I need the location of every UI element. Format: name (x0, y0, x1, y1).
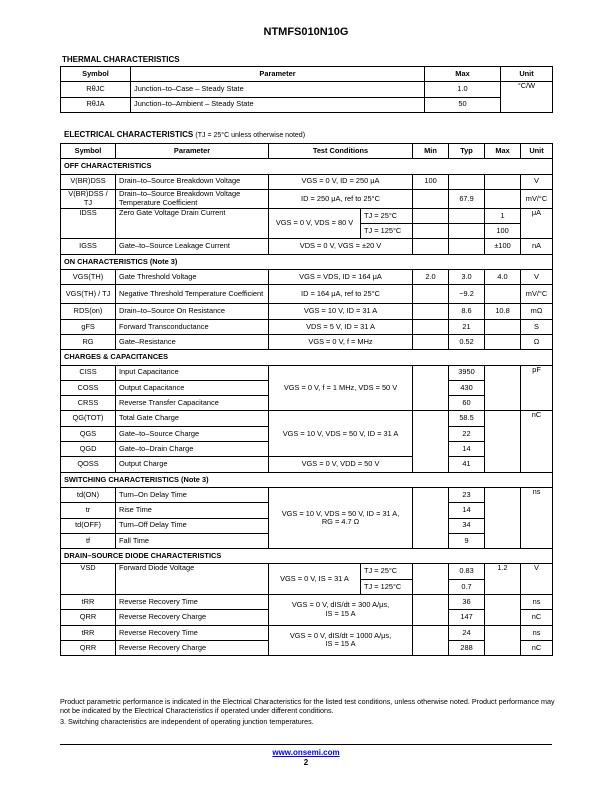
table-cell: 100 (413, 174, 449, 189)
table-cell: Total Gate Charge (116, 411, 269, 426)
table-cell: QRR (61, 610, 116, 625)
table-cell: 8.6 (449, 304, 485, 319)
table-cell: V(BR)DSS (61, 174, 116, 189)
table-cell: VGS = 0 V, IS = 31 A (269, 564, 361, 595)
table-cell: td(OFF) (61, 518, 116, 533)
table-cell (413, 365, 449, 411)
table-cell: Junction–to–Ambient – Steady State (131, 97, 425, 112)
table-cell (413, 319, 449, 334)
footnote-3: 3. Switching characteristics are independent of operating junction temperatures. (60, 717, 314, 726)
table-cell (269, 625, 413, 656)
table-cell: tRR (61, 595, 116, 610)
table-cell: RθJC (61, 82, 131, 97)
table-cell: VGS = 0 V, f = 1 MHz, VDS = 50 V (269, 365, 413, 411)
table-cell: ±100 (485, 239, 521, 254)
table-cell (449, 239, 485, 254)
table-cell: QOSS (61, 457, 116, 472)
table-cell: Junction–to–Case – Steady State (131, 82, 425, 97)
table-cell: V(BR)DSS / TJ (61, 189, 116, 208)
table-cell: Zero Gate Voltage Drain Current (116, 208, 269, 239)
table-cell: VGS = VDS, ID = 164 μA (269, 270, 413, 285)
section-heading: CHARGES & CAPACITANCES (61, 350, 553, 365)
table-cell: VGS = 0 V, f = MHz (269, 334, 413, 349)
col-typ: Typ (449, 144, 485, 159)
table-cell: VGS = 0 V, VDD = 50 V (269, 457, 413, 472)
table-cell: 34 (449, 518, 485, 533)
table-cell: Drain–to–Source Breakdown Voltage Temperature Coefficient (116, 189, 269, 208)
table-cell: 430 (449, 380, 485, 395)
table-cell: nC (521, 610, 553, 625)
table-cell: 14 (449, 442, 485, 457)
table-cell: ID = 250 μA, ref to 25°C (269, 189, 413, 208)
table-cell: Fall Time (116, 533, 269, 548)
table-cell: VGS = 0 V, VDS = 80 V (269, 208, 361, 239)
table-cell (485, 319, 521, 334)
table-cell: Gate–to–Source Leakage Current (116, 239, 269, 254)
table-cell: TJ = 125°C (361, 579, 413, 594)
table-cell: ns (521, 625, 553, 640)
table-cell (485, 595, 521, 626)
table-cell (413, 625, 449, 656)
table-cell: Gate–Resistance (116, 334, 269, 349)
table-cell: VGS(TH) / TJ (61, 285, 116, 304)
table-cell: ns (521, 487, 553, 548)
table-cell: Negative Threshold Temperature Coefficient (116, 285, 269, 304)
thermal-heading: THERMAL CHARACTERISTICS (62, 55, 180, 64)
table-cell: Reverse Recovery Charge (116, 640, 269, 655)
table-cell: nC (521, 640, 553, 655)
table-cell: Turn–Off Delay Time (116, 518, 269, 533)
page-number: 2 (303, 758, 309, 767)
table-cell: 10.8 (485, 304, 521, 319)
table-cell: Forward Transconductance (116, 319, 269, 334)
table-cell: V (521, 174, 553, 189)
table-cell: °C/W (501, 82, 553, 113)
switching-cond-line2: RG = 4.7 Ω (321, 517, 360, 527)
table-cell: td(ON) (61, 487, 116, 502)
diode-cond-b-line1: VGS = 0 V, dIS/dt = 1000 A/μs, (289, 630, 392, 640)
table-cell: 36 (449, 595, 485, 610)
electrical-table (60, 143, 553, 656)
table-cell: mV/°C (521, 189, 553, 208)
table-cell: QGD (61, 442, 116, 457)
col-max: Max (485, 144, 521, 159)
table-cell: VGS = 10 V, ID = 31 A (269, 304, 413, 319)
table-cell (485, 365, 521, 411)
table-cell: 22 (449, 426, 485, 441)
table-cell: 50 (425, 97, 501, 112)
section-heading: ON CHARACTERISTICS (Note 3) (61, 254, 553, 269)
table-cell: S (521, 319, 553, 334)
footnote-text: Product parametric performance is indicated in the Electrical Characteristics for the listed test conditions, unless otherwise noted. Product performance may not be indicated by the Electrical Characteristics if operated under different conditions. (60, 697, 555, 715)
table-cell: μA (521, 208, 553, 239)
table-cell: QG(TOT) (61, 411, 116, 426)
table-cell: VDS = 5 V, ID = 31 A (269, 319, 413, 334)
table-cell: 9 (449, 533, 485, 548)
table-cell: 0.52 (449, 334, 485, 349)
table-cell: Output Charge (116, 457, 269, 472)
table-cell: Rise Time (116, 503, 269, 518)
table-cell: V (521, 564, 553, 595)
table-cell: QRR (61, 640, 116, 655)
electrical-heading: ELECTRICAL CHARACTERISTICS (TJ = 25°C unless otherwise noted) (64, 130, 306, 139)
table-cell (485, 174, 521, 189)
table-cell: TJ = 125°C (361, 224, 413, 239)
page-title: NTMFS010N10G (263, 26, 349, 38)
table-cell: QGS (61, 426, 116, 441)
table-cell: nA (521, 239, 553, 254)
table-cell (269, 487, 413, 548)
table-cell: VGS = 10 V, VDS = 50 V, ID = 31 A (269, 411, 413, 457)
table-cell (413, 334, 449, 349)
table-cell: TJ = 25°C (361, 208, 413, 223)
col-test-conditions: Test Conditions (269, 144, 413, 159)
table-cell: 60 (449, 396, 485, 411)
table-cell: 100 (485, 224, 521, 239)
diode-cond-a-line2: IS = 15 A (325, 608, 356, 618)
table-cell: nC (521, 411, 553, 472)
col-symbol: Symbol (61, 144, 116, 159)
footer-link[interactable]: www.onsemi.com (272, 748, 340, 757)
table-cell: Gate Threshold Voltage (116, 270, 269, 285)
table-cell (413, 564, 449, 595)
table-cell: 1 (485, 208, 521, 223)
table-cell: Input Capacitance (116, 365, 269, 380)
table-cell (485, 285, 521, 304)
section-heading: DRAIN–SOURCE DIODE CHARACTERISTICS (61, 549, 553, 564)
table-cell: 0.7 (449, 579, 485, 594)
table-cell: 288 (449, 640, 485, 655)
table-cell (485, 487, 521, 548)
table-cell: 4.0 (485, 270, 521, 285)
table-cell: Ω (521, 334, 553, 349)
col-unit: Unit (521, 144, 553, 159)
table-cell: COSS (61, 380, 116, 395)
table-cell: Drain–to–Source On Resistance (116, 304, 269, 319)
table-cell: VDS = 0 V, VGS = ±20 V (269, 239, 413, 254)
diode-cond-a-line1: VGS = 0 V, dIS/dt = 300 A/μs, (291, 600, 390, 610)
table-cell: tRR (61, 625, 116, 640)
table-cell: V (521, 270, 553, 285)
col-max: Max (425, 67, 501, 82)
table-cell: Gate–to–Drain Charge (116, 442, 269, 457)
table-cell: 147 (449, 610, 485, 625)
table-cell (485, 334, 521, 349)
diode-cond-b-line2: IS = 15 A (325, 639, 356, 649)
table-cell: 3.0 (449, 270, 485, 285)
table-cell: pF (521, 365, 553, 411)
table-cell: Forward Diode Voltage (116, 564, 269, 595)
table-cell: VSD (61, 564, 116, 595)
table-cell (413, 487, 449, 548)
col-min: Min (413, 144, 449, 159)
table-cell: IGSS (61, 239, 116, 254)
table-cell: Reverse Transfer Capacitance (116, 396, 269, 411)
table-cell: 3950 (449, 365, 485, 380)
table-cell: RDS(on) (61, 304, 116, 319)
table-cell (413, 208, 449, 223)
table-cell: 41 (449, 457, 485, 472)
table-cell (449, 224, 485, 239)
col-unit: Unit (501, 67, 553, 82)
table-cell (449, 208, 485, 223)
switching-cond-line1: VGS = 10 V, VDS = 50 V, ID = 31 A, (281, 508, 400, 518)
table-cell (413, 595, 449, 626)
table-cell (413, 224, 449, 239)
table-cell: IDSS (61, 208, 116, 239)
table-cell (413, 239, 449, 254)
thermal-table (60, 66, 553, 113)
table-cell: 0.83 (449, 564, 485, 579)
table-cell: 24 (449, 625, 485, 640)
table-cell: gFS (61, 319, 116, 334)
table-cell: Output Capacitance (116, 380, 269, 395)
table-cell (485, 411, 521, 472)
table-cell: 21 (449, 319, 485, 334)
table-cell (269, 595, 413, 626)
table-cell: 1.0 (425, 82, 501, 97)
table-cell: 23 (449, 487, 485, 502)
table-cell: mΩ (521, 304, 553, 319)
table-cell (485, 189, 521, 208)
table-cell: tf (61, 533, 116, 548)
table-cell: 14 (449, 503, 485, 518)
table-cell: Reverse Recovery Time (116, 625, 269, 640)
col-symbol: Symbol (61, 67, 131, 82)
footer-divider (60, 744, 552, 745)
table-cell (449, 174, 485, 189)
table-cell (413, 189, 449, 208)
table-cell: ns (521, 595, 553, 610)
table-cell: Reverse Recovery Time (116, 595, 269, 610)
table-cell: 2.0 (413, 270, 449, 285)
table-cell: tr (61, 503, 116, 518)
table-cell: Gate–to–Source Charge (116, 426, 269, 441)
table-cell: VGS(TH) (61, 270, 116, 285)
table-cell: 58.5 (449, 411, 485, 426)
table-cell: mV/°C (521, 285, 553, 304)
col-parameter: Parameter (116, 144, 269, 159)
table-cell: Turn–On Delay Time (116, 487, 269, 502)
table-cell: ID = 164 μA, ref to 25°C (269, 285, 413, 304)
col-parameter: Parameter (131, 67, 425, 82)
table-cell: RG (61, 334, 116, 349)
table-cell (413, 304, 449, 319)
table-cell: −9.2 (449, 285, 485, 304)
table-cell: Reverse Recovery Charge (116, 610, 269, 625)
table-cell: CISS (61, 365, 116, 380)
table-cell: VGS = 0 V, ID = 250 μA (269, 174, 413, 189)
table-cell: 1.2 (485, 564, 521, 595)
section-heading: SWITCHING CHARACTERISTICS (Note 3) (61, 472, 553, 487)
table-cell (413, 411, 449, 472)
table-cell: RθJA (61, 97, 131, 112)
table-cell: CRSS (61, 396, 116, 411)
table-cell (413, 285, 449, 304)
table-cell: 67.9 (449, 189, 485, 208)
table-cell: Drain–to–Source Breakdown Voltage (116, 174, 269, 189)
section-heading: OFF CHARACTERISTICS (61, 159, 553, 174)
table-cell: TJ = 25°C (361, 564, 413, 579)
table-cell (485, 625, 521, 656)
